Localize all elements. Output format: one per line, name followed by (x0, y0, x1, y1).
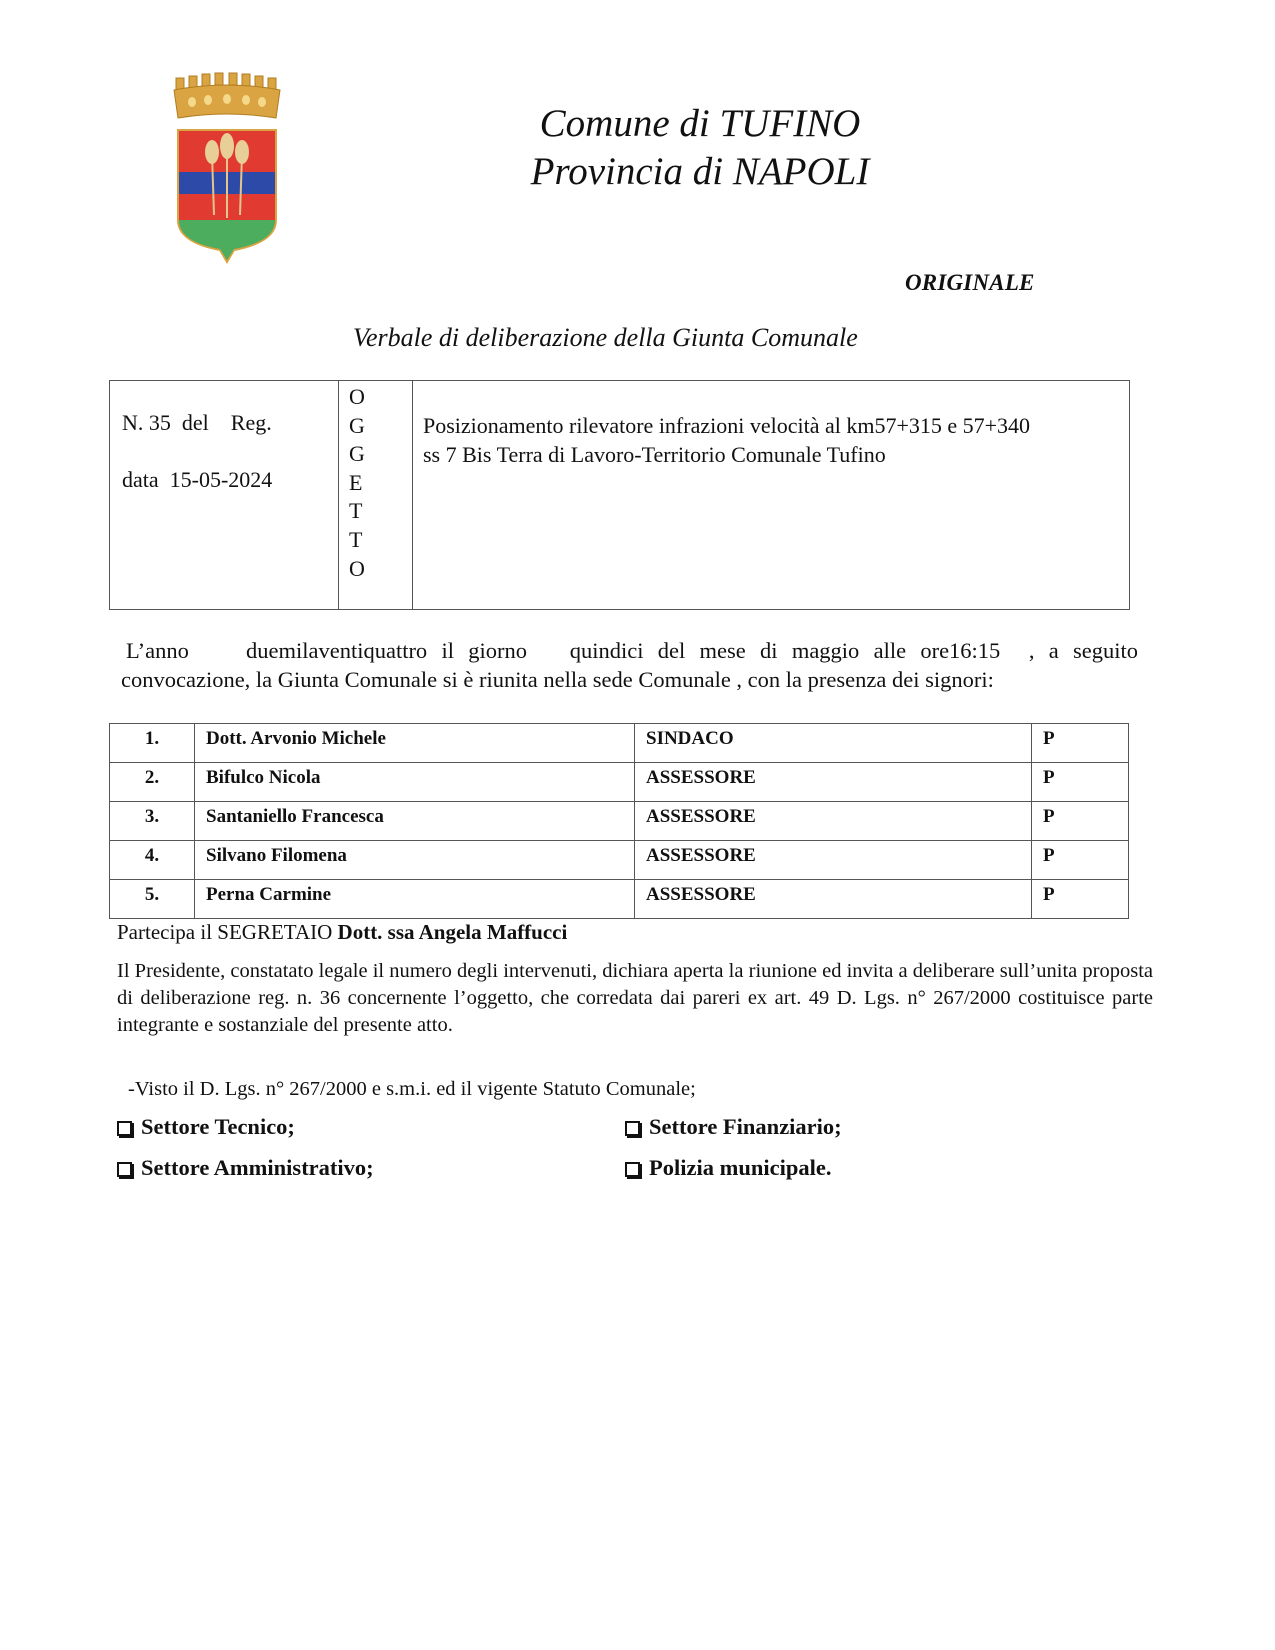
deliberation-date: data 15-05-2024 (122, 467, 273, 492)
president-paragraph: Il Presidente, constatato legale il numero degli intervenuti, dichiara aperta la riunione ed invita a deliberare sull’unita proposta di deliberazione reg. n. 36 concernente l’oggetto, che corredata dai pareri ex art. 49 D. Lgs. n° 267/2000 costituisce parte integrante e sostanziale del presente atto. (117, 960, 1153, 1036)
member-number: 2. (110, 763, 195, 802)
attendance-table (109, 723, 1129, 919)
checkbox-icon[interactable] (117, 1121, 132, 1136)
secretary-name: Dott. ssa Angela Maffucci (337, 920, 568, 944)
table-row (110, 880, 1129, 919)
member-role: ASSESSORE (635, 880, 1032, 919)
sector-label: Settore Amministrativo; (141, 1155, 374, 1180)
oggetto-letter: O (349, 555, 365, 581)
oggetto-letter: G (349, 441, 365, 467)
municipality-heading (480, 100, 920, 196)
oggetto-letter: T (349, 526, 363, 552)
deliberation-subject-box (109, 380, 1130, 610)
member-number: 1. (110, 724, 195, 763)
meeting-intro-paragraph (121, 636, 1138, 694)
member-presence: P (1032, 802, 1129, 841)
oggetto-letter: O (349, 384, 365, 409)
sector-item-finanziario[interactable] (625, 1114, 842, 1140)
province-name: Provincia di NAPOLI (530, 150, 870, 193)
checkbox-icon[interactable] (625, 1121, 640, 1136)
table-row (110, 841, 1129, 880)
oggetto-letter: T (349, 498, 363, 524)
member-presence: P (1032, 724, 1129, 763)
checkbox-icon[interactable] (117, 1162, 132, 1177)
member-number: 3. (110, 802, 195, 841)
legal-reference-line: -Visto il D. Lgs. n° 267/2000 e s.m.i. ed il vigente Statuto Comunale; (128, 1078, 696, 1100)
municipality-name: Comune di TUFINO (539, 102, 861, 145)
document-type-title: Verbale di deliberazione della Giunta Comunale (353, 323, 858, 352)
table-row (110, 802, 1129, 841)
member-role: ASSESSORE (635, 802, 1032, 841)
oggetto-letter: G (349, 412, 365, 438)
member-name: Perna Carmine (195, 880, 635, 919)
member-presence: P (1032, 841, 1129, 880)
oggetto-vertical-label (339, 381, 413, 609)
oggetto-letter: E (349, 469, 363, 495)
member-role: ASSESSORE (635, 841, 1032, 880)
original-status-label: ORIGINALE (905, 270, 1035, 295)
member-role: SINDACO (635, 724, 1032, 763)
member-name: Dott. Arvonio Michele (195, 724, 635, 763)
subject-text-cell (413, 381, 1129, 609)
subject-line: Posizionamento rilevatore infrazioni velocità al km57+315 e 57+340 (423, 413, 1031, 438)
table-row (110, 763, 1129, 802)
checkbox-icon[interactable] (625, 1162, 640, 1177)
secretary-prefix: Partecipa il SEGRETAIO (117, 920, 338, 944)
sector-label: Settore Tecnico; (141, 1114, 295, 1139)
sector-item-amministrativo[interactable] (117, 1155, 374, 1181)
member-number: 5. (110, 880, 195, 919)
deliberation-number: N. 35 del Reg. (122, 410, 272, 435)
member-number: 4. (110, 841, 195, 880)
member-presence: P (1032, 880, 1129, 919)
municipal-coat-of-arms-icon (172, 70, 282, 270)
member-name: Silvano Filomena (195, 841, 635, 880)
member-name: Bifulco Nicola (195, 763, 635, 802)
intro-line: convocazione, la Giunta Comunale si è riunita nella sede Comunale , con la presenza dei signori: (121, 667, 994, 692)
member-role: ASSESSORE (635, 763, 1032, 802)
member-name: Santaniello Francesca (195, 802, 635, 841)
intro-line: L’anno duemilaventiquattro il giorno quindici del mese di maggio alle ore16:15 , a seguito (126, 638, 1138, 663)
sector-item-tecnico[interactable] (117, 1114, 295, 1140)
member-presence: P (1032, 763, 1129, 802)
sector-label: Settore Finanziario; (649, 1114, 842, 1139)
subject-line: ss 7 Bis Terra di Lavoro-Territorio Comunale Tufino (423, 442, 886, 467)
secretary-line (117, 920, 567, 945)
sector-item-polizia[interactable] (625, 1155, 832, 1181)
table-row (110, 724, 1129, 763)
deliberation-reference-cell (110, 381, 339, 609)
sector-label: Polizia municipale. (649, 1155, 832, 1180)
